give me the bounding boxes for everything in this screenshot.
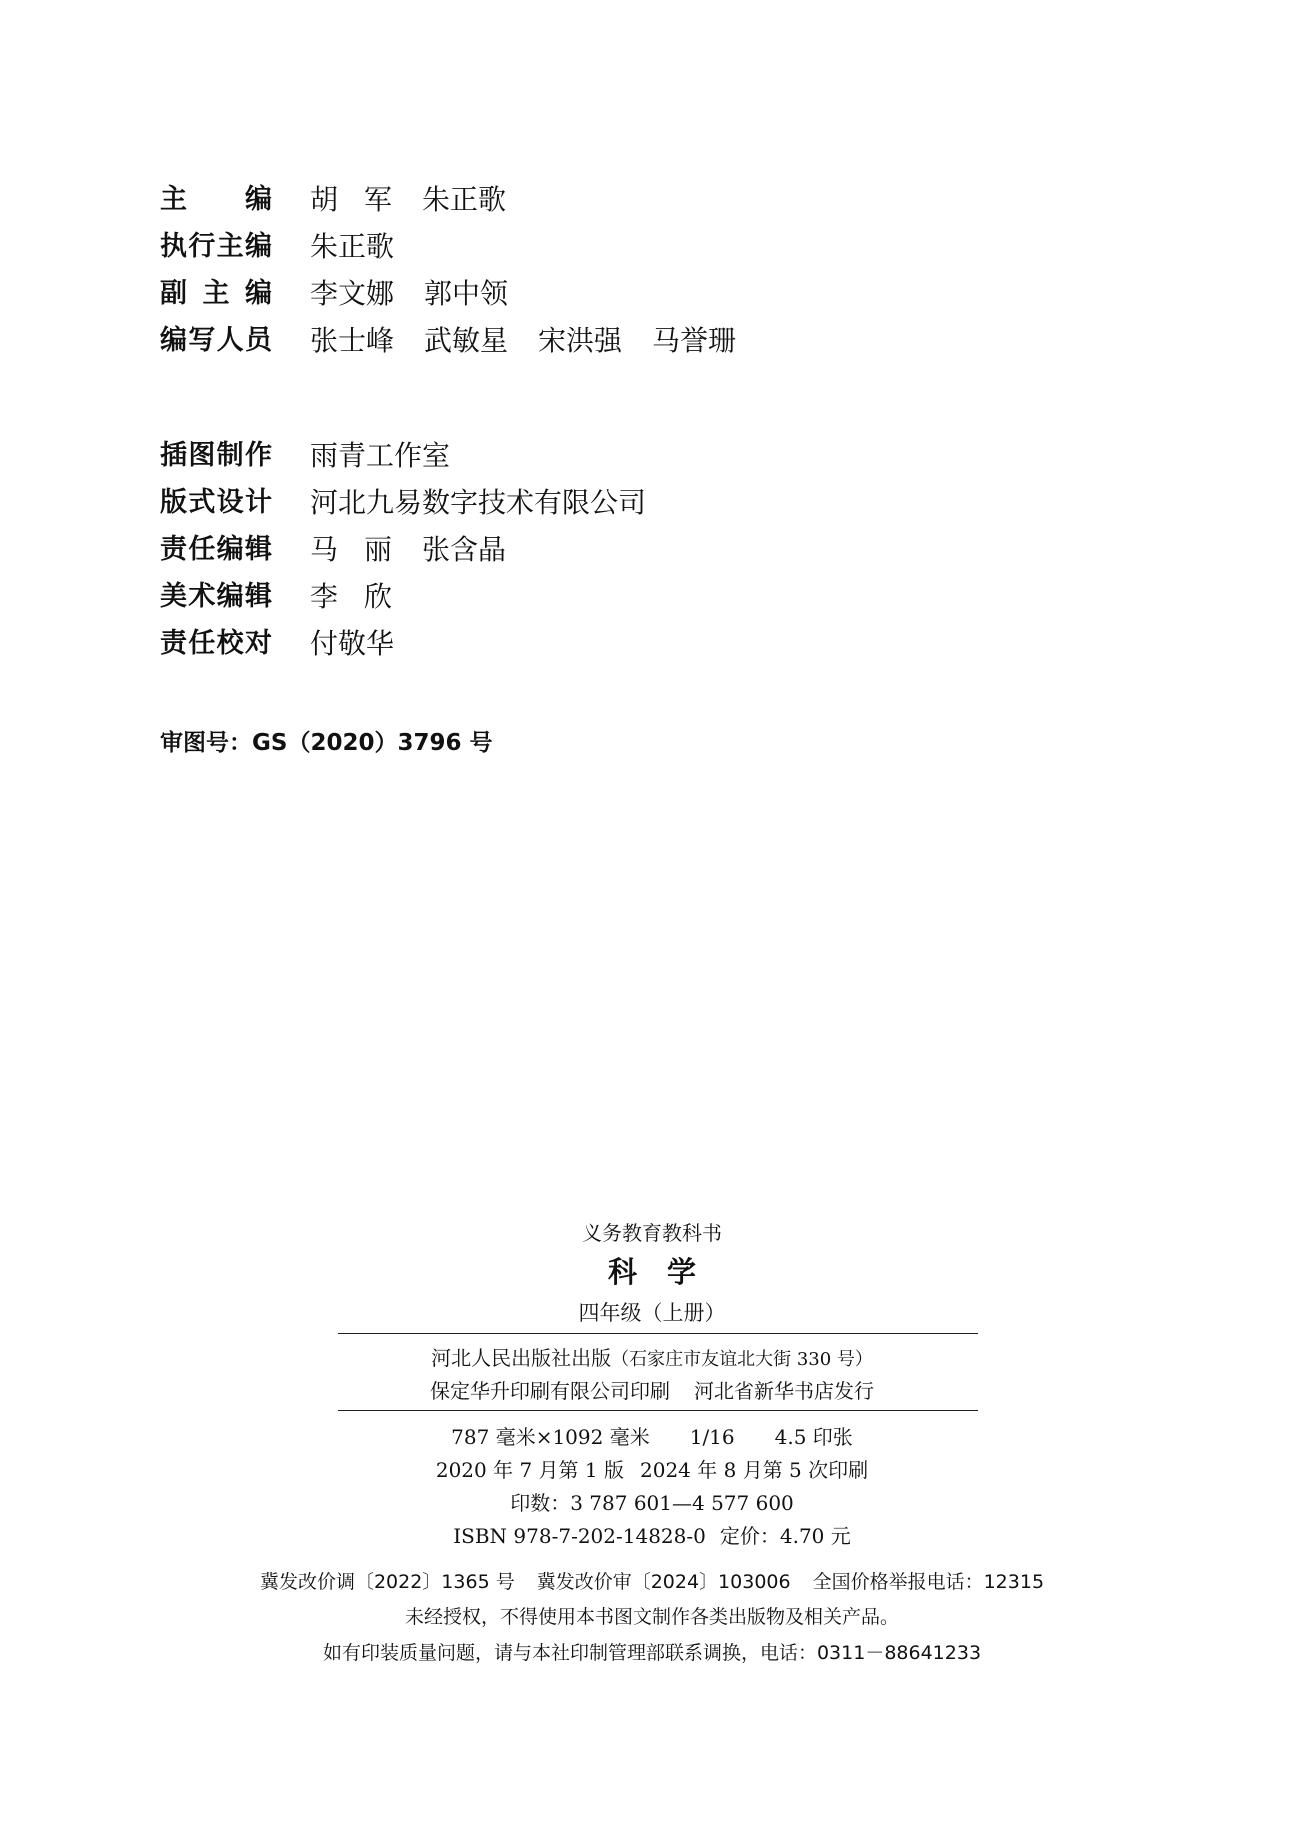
credit-name: 张含晶: [422, 533, 507, 566]
publisher-line: [0, 1342, 1304, 1371]
credit-label: 编写人员: [160, 325, 272, 356]
format-line: [0, 1421, 1304, 1450]
credit-row: [160, 274, 1060, 314]
credit-name: 张士峰: [310, 324, 395, 357]
first-edition: 2020 年 7 月第 1 版: [435, 1458, 624, 1482]
credit-name: 雨青工作室: [310, 439, 451, 472]
printer: 保定华升印刷有限公司印刷: [430, 1379, 670, 1403]
credit-row: [160, 436, 1060, 476]
paper-format: 787 毫米×1092 毫米: [451, 1425, 650, 1449]
map-review-number: 审图号：GS（2020）3796 号: [160, 730, 493, 756]
credit-label: 责任校对: [160, 628, 272, 659]
credit-names: [310, 274, 538, 314]
credit-label: 美术编辑: [160, 581, 272, 612]
distributor: 河北省新华书店发行: [694, 1379, 874, 1403]
format-fraction: 1/16: [689, 1425, 735, 1449]
print-run: 印数：3 787 601—4 577 600: [510, 1491, 794, 1515]
price-approval-1: 冀发改价调〔2022〕1365 号: [259, 1571, 515, 1593]
credit-name: 宋洪强: [538, 324, 623, 357]
grade-volume: 四年级（上册）: [578, 1301, 726, 1325]
divider-bottom: [338, 1410, 978, 1411]
credit-names: [310, 483, 676, 523]
price: 定价：4.70 元: [719, 1524, 851, 1548]
credit-names: [310, 180, 536, 220]
credit-names: [310, 227, 424, 267]
price-hotline: 全国价格举报电话：12315: [812, 1571, 1045, 1593]
price-approval-2: 冀发改价审〔2024〕103006: [536, 1571, 791, 1593]
credit-label: 副主编: [160, 278, 272, 309]
credit-name: 马丽: [310, 533, 419, 566]
credit-name: 武敏星: [424, 324, 509, 357]
publisher-address: （石家庄市友谊北大街 330 号）: [611, 1349, 873, 1370]
credit-label: 执行主编: [160, 231, 272, 262]
isbn: ISBN 978-7-202-14828-0: [453, 1524, 706, 1548]
sheet-count: 4.5 印张: [774, 1425, 853, 1449]
credit-name: 朱正歌: [310, 230, 395, 263]
edition-line: [0, 1454, 1304, 1483]
credit-row: [160, 321, 1060, 361]
quality-notice: 如有印装质量问题，请与本社印制管理部联系调换，电话：0311－88641233: [322, 1642, 982, 1664]
credit-row: [160, 227, 1060, 267]
credit-name: 郭中领: [424, 277, 509, 310]
printer-line: [0, 1375, 1304, 1404]
book-title: 科学: [607, 1255, 726, 1289]
credit-label: 插图制作: [160, 440, 272, 471]
credit-label: 版式设计: [160, 487, 272, 518]
printing-number: 2024 年 8 月第 5 次印刷: [640, 1458, 869, 1482]
credit-row: [160, 180, 1060, 220]
credit-name: 付敬华: [310, 627, 395, 660]
divider-top: [338, 1333, 978, 1334]
credit-names: [310, 530, 536, 570]
credit-label: 主编: [160, 184, 272, 215]
series-name: 义务教育教科书: [582, 1221, 722, 1245]
credit-names: [310, 577, 422, 617]
isbn-price-line: [0, 1520, 1304, 1549]
credit-row: [160, 530, 1060, 570]
credit-name: 胡军: [310, 183, 419, 216]
credit-label: 责任编辑: [160, 534, 272, 565]
credit-row: [160, 577, 1060, 617]
credit-name: 李文娜: [310, 277, 395, 310]
copyright-notice: 未经授权，不得使用本书图文制作各类出版物及相关产品。: [404, 1606, 899, 1628]
credit-names: [310, 436, 480, 476]
credit-name: 朱正歌: [422, 183, 507, 216]
credit-names: [310, 624, 424, 664]
credit-name: 河北九易数字技术有限公司: [310, 486, 647, 519]
credit-name: 马誉珊: [652, 324, 737, 357]
credit-row: [160, 483, 1060, 523]
publisher: 河北人民出版社出版: [431, 1346, 612, 1370]
credit-names: [310, 321, 766, 361]
credit-row: [160, 624, 1060, 664]
credit-name: 李欣: [310, 580, 419, 613]
price-approval-line: [0, 1567, 1304, 1594]
